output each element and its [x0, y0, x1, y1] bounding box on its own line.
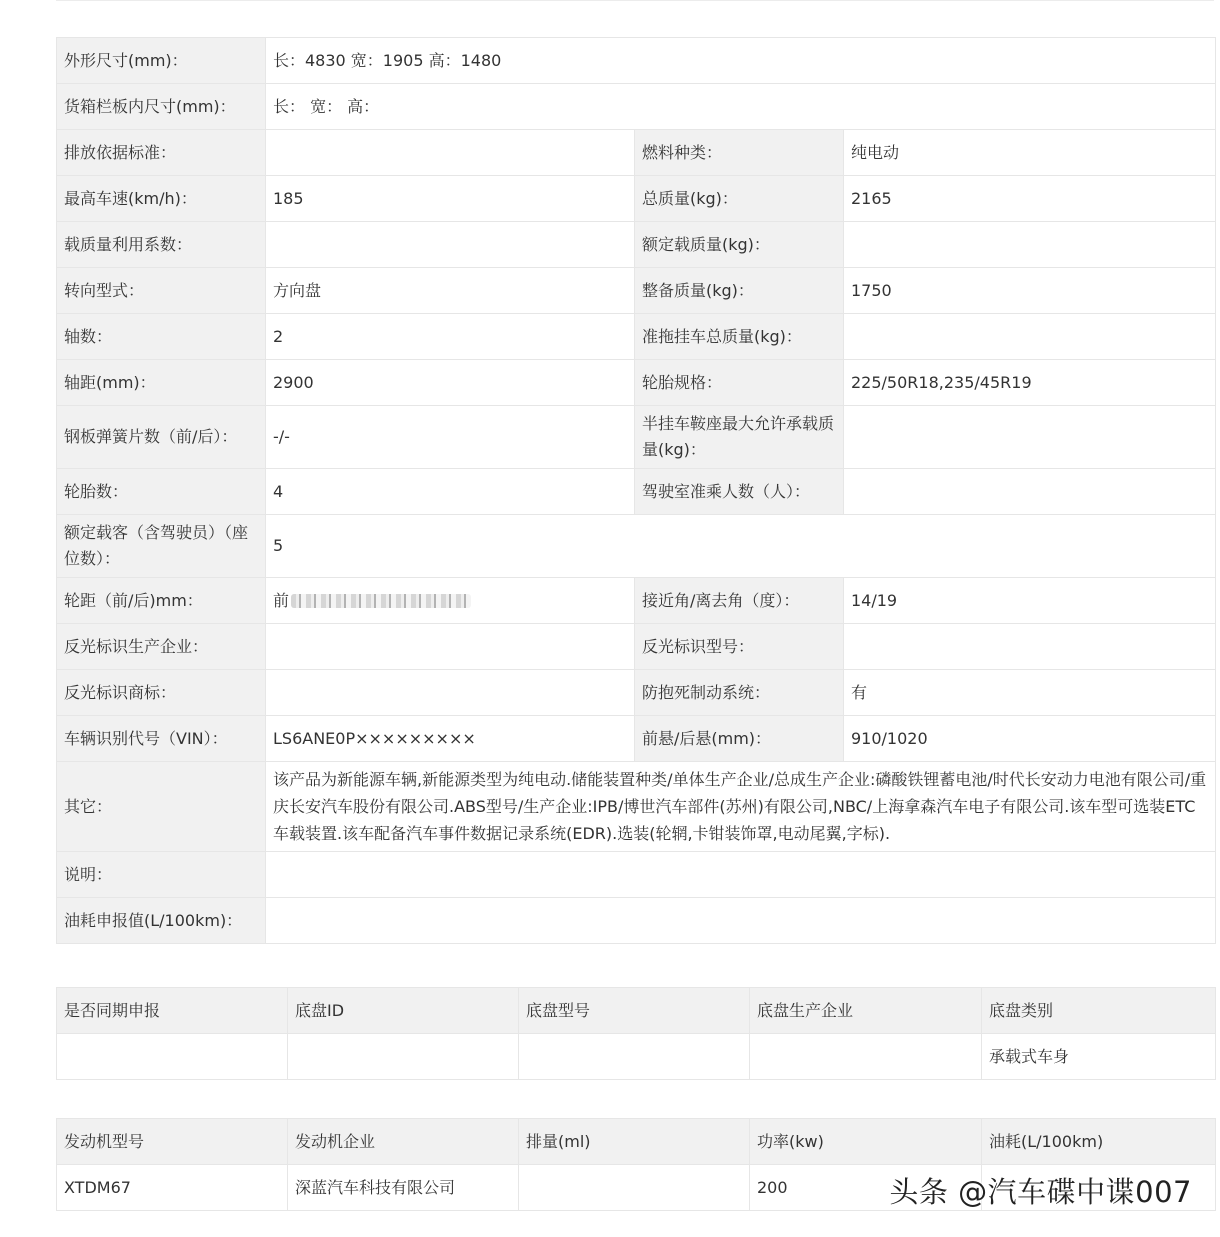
reflector-brand-value	[266, 670, 635, 716]
emission-label: 排放依据标准：	[57, 130, 266, 176]
steering-label: 转向型式：	[57, 268, 266, 314]
axles-value: 2	[266, 314, 635, 360]
load-utilization-value	[266, 222, 635, 268]
spec-row-consumption	[57, 898, 1216, 944]
rated-load-value	[844, 222, 1216, 268]
curb-mass-value: 1750	[844, 268, 1216, 314]
consumption-label: 油耗申报值(L/100km)：	[57, 898, 266, 944]
engine-displacement-value	[519, 1165, 750, 1211]
wheelbase-label: 轴距(mm)：	[57, 360, 266, 406]
max-speed-label: 最高车速(km/h)：	[57, 176, 266, 222]
seats-value: 5	[266, 515, 1216, 578]
saddle-load-label: 半挂车鞍座最大允许承载质量(kg)：	[635, 406, 844, 469]
max-speed-value: 185	[266, 176, 635, 222]
spec-row	[57, 670, 1216, 716]
engine-header-row	[57, 1119, 1216, 1165]
spec-row	[57, 176, 1216, 222]
spec-row	[57, 716, 1216, 762]
engine-header-model: 发动机型号	[57, 1119, 288, 1165]
spec-row-note	[57, 852, 1216, 898]
fuel-type-label: 燃料种类：	[635, 130, 844, 176]
cab-capacity-value	[844, 469, 1216, 515]
axles-label: 轴数：	[57, 314, 266, 360]
reflector-maker-label: 反光标识生产企业：	[57, 624, 266, 670]
cab-capacity-label: 驾驶室准乘人数（人）：	[635, 469, 844, 515]
engine-header-maker: 发动机企业	[288, 1119, 519, 1165]
rated-load-label: 额定载质量(kg)：	[635, 222, 844, 268]
dimensions-value: 长：4830 宽：1905 高：1480	[266, 38, 1216, 84]
consumption-value	[266, 898, 1216, 944]
note-value	[266, 852, 1216, 898]
chassis-header-concurrent: 是否同期申报	[57, 988, 288, 1034]
gross-mass-label: 总质量(kg)：	[635, 176, 844, 222]
chassis-header-maker: 底盘生产企业	[750, 988, 982, 1034]
saddle-load-value	[844, 406, 1216, 469]
dimensions-label: 外形尺寸(mm)：	[57, 38, 266, 84]
cargo-dimensions-value: 长： 宽： 高：	[266, 84, 1216, 130]
chassis-table	[56, 987, 1216, 1080]
abs-label: 防抱死制动系统：	[635, 670, 844, 716]
chassis-header-id: 底盘ID	[288, 988, 519, 1034]
overhang-value: 910/1020	[844, 716, 1216, 762]
other-label: 其它：	[57, 762, 266, 852]
cargo-dimensions-label: 货箱栏板内尺寸(mm)：	[57, 84, 266, 130]
tire-count-value: 4	[266, 469, 635, 515]
reflector-maker-value	[266, 624, 635, 670]
track-width-value: 前	[273, 590, 290, 610]
other-value: 该产品为新能源车辆,新能源类型为纯电动.储能装置种类/单体生产企业/总成生产企业:磷酸铁锂蓄电池/时代长安动力电池有限公司/重庆长安汽车股份有限公司.ABS型号/生产企业:IPB/博世汽车部件(苏州)有限公司,NBC/上海拿森汽车电子有限公司.该车型可选装ETC车载装置.该车配备汽车事件数据记录系统(EDR).选装(轮辋,卡钳装饰罩,电动尾翼,字标).	[266, 762, 1216, 852]
abs-value: 有	[844, 670, 1216, 716]
wheelbase-value: 2900	[266, 360, 635, 406]
spec-row	[57, 268, 1216, 314]
tire-spec-label: 轮胎规格：	[635, 360, 844, 406]
spec-row	[57, 406, 1216, 469]
watermark: 头条 @汽车碟中谍007	[889, 1175, 1192, 1209]
reflector-model-value	[844, 624, 1216, 670]
leaf-spring-value: -/-	[266, 406, 635, 469]
vehicle-spec-table	[56, 37, 1216, 944]
seats-label: 额定载客（含驾驶员）（座位数）：	[57, 515, 266, 578]
approach-departure-value: 14/19	[844, 578, 1216, 624]
spec-row	[57, 222, 1216, 268]
chassis-maker-value	[750, 1034, 982, 1080]
trailer-mass-label: 准拖挂车总质量(kg)：	[635, 314, 844, 360]
spec-row-other	[57, 762, 1216, 852]
chassis-header-model: 底盘型号	[519, 988, 750, 1034]
chassis-concurrent-value	[57, 1034, 288, 1080]
vin-value: LS6ANE0P×××××××××	[266, 716, 635, 762]
fuel-type-value: 纯电动	[844, 130, 1216, 176]
engine-header-power: 功率(kw)	[750, 1119, 982, 1165]
chassis-id-value	[288, 1034, 519, 1080]
steering-value: 方向盘	[266, 268, 635, 314]
table-row	[57, 1034, 1216, 1080]
reflector-model-label: 反光标识型号：	[635, 624, 844, 670]
chassis-header-row	[57, 988, 1216, 1034]
note-label: 说明：	[57, 852, 266, 898]
spec-row-cargo	[57, 84, 1216, 130]
spec-row	[57, 469, 1216, 515]
track-width-label: 轮距（前/后)mm：	[57, 578, 266, 624]
engine-power-value: 200	[750, 1165, 982, 1211]
trailer-mass-value	[844, 314, 1216, 360]
vin-label: 车辆识别代号（VIN）：	[57, 716, 266, 762]
spec-row	[57, 578, 1216, 624]
approach-departure-label: 接近角/离去角（度）：	[635, 578, 844, 624]
gross-mass-value: 2165	[844, 176, 1216, 222]
tire-spec-value: 225/50R18,235/45R19	[844, 360, 1216, 406]
blurred-redaction	[291, 594, 471, 608]
engine-model-value: XTDM67	[57, 1165, 288, 1211]
track-width-cell	[266, 578, 635, 624]
spec-row-dimensions	[57, 38, 1216, 84]
engine-maker-value: 深蓝汽车科技有限公司	[288, 1165, 519, 1211]
chassis-header-category: 底盘类别	[982, 988, 1216, 1034]
chassis-model-value	[519, 1034, 750, 1080]
spec-row-seats	[57, 515, 1216, 578]
emission-value	[266, 130, 635, 176]
chassis-category-value: 承载式车身	[982, 1034, 1216, 1080]
engine-header-displacement: 排量(ml)	[519, 1119, 750, 1165]
spec-row	[57, 624, 1216, 670]
reflector-brand-label: 反光标识商标：	[57, 670, 266, 716]
tire-count-label: 轮胎数：	[57, 469, 266, 515]
load-utilization-label: 载质量利用系数：	[57, 222, 266, 268]
spec-row	[57, 130, 1216, 176]
top-divider	[56, 0, 1214, 1]
spec-row	[57, 314, 1216, 360]
leaf-spring-label: 钢板弹簧片数（前/后）：	[57, 406, 266, 469]
overhang-label: 前悬/后悬(mm)：	[635, 716, 844, 762]
spec-row	[57, 360, 1216, 406]
engine-header-consumption: 油耗(L/100km)	[982, 1119, 1216, 1165]
curb-mass-label: 整备质量(kg)：	[635, 268, 844, 314]
